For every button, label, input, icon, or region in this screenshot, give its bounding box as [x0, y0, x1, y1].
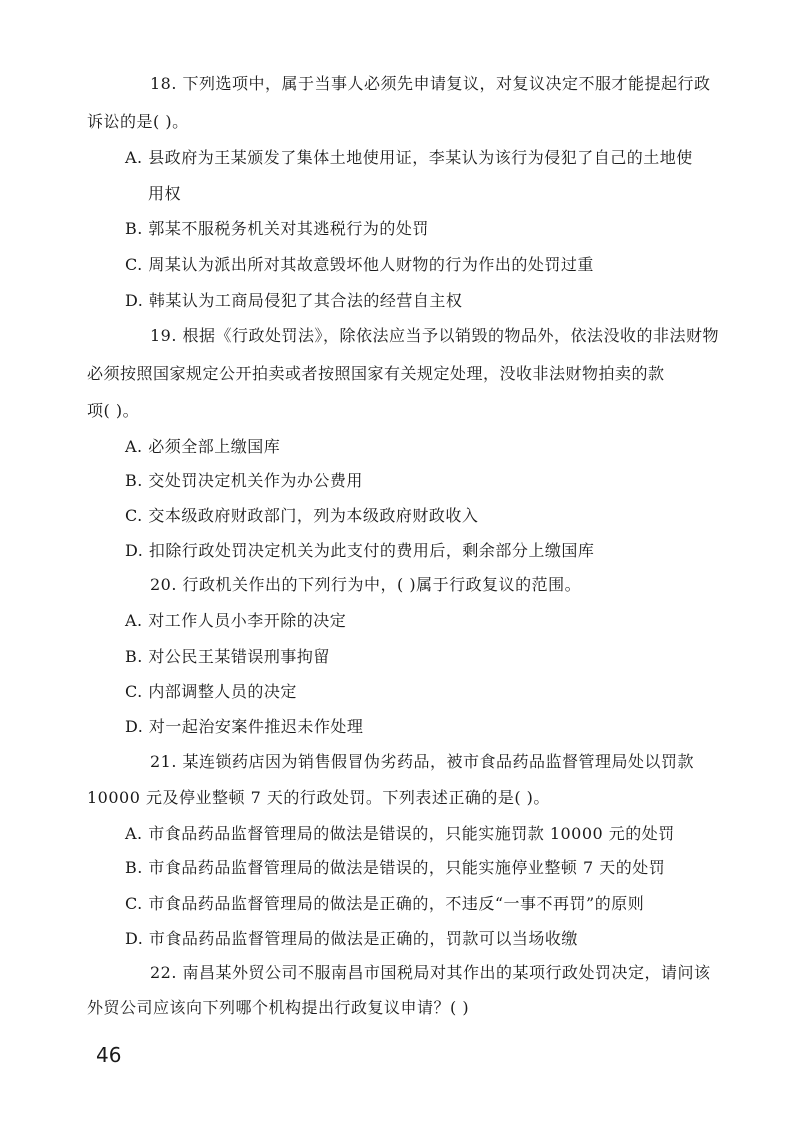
q20-option-c: C. 内部调整人员的决定 — [125, 682, 297, 701]
q18-option-c: C. 周某认为派出所对其故意毁坏他人财物的行为作出的处罚过重 — [125, 255, 594, 274]
q20-option-d: D. 对一起治安案件推迟未作处理 — [125, 717, 364, 736]
q19-stem-line1: 19. 根据《行政处罚法》，除依法应当予以销毁的物品外，依法没收的非法财物 — [150, 326, 720, 345]
q18-stem-line2: 诉讼的是( )。 — [87, 112, 189, 131]
q18-option-d: D. 韩某认为工商局侵犯了其合法的经营自主权 — [125, 291, 463, 310]
q19-option-b: B. 交处罚决定机关作为办公费用 — [125, 471, 363, 490]
q21-option-d: D. 市食品药品监督管理局的做法是正确的，罚款可以当场收缴 — [125, 929, 578, 948]
q19-option-c: C. 交本级政府财政部门，列为本级政府财政收入 — [125, 506, 479, 525]
q18-stem-line1: 18. 下列选项中，属于当事人必须先申请复议，对复议决定不服才能提起行政 — [150, 74, 711, 93]
q20-option-b: B. 对公民王某错误刑事拘留 — [125, 647, 330, 666]
q18-option-a: A. 县政府为王某颁发了集体土地使用证，李某认为该行为侵犯了自己的土地使 — [125, 148, 693, 167]
q19-stem-line2: 必须按照国家规定公开拍卖或者按照国家有关规定处理，没收非法财物拍卖的款 — [87, 364, 665, 383]
q19-stem-line3: 项( )。 — [87, 401, 140, 420]
q19-option-d: D. 扣除行政处罚决定机关为此支付的费用后，剩余部分上缴国库 — [125, 541, 595, 560]
q21-option-a: A. 市食品药品监督管理局的做法是错误的，只能实施罚款 10000 元的处罚 — [125, 824, 675, 843]
q20-option-a: A. 对工作人员小李开除的决定 — [125, 611, 347, 630]
page-number: 46 — [96, 1043, 122, 1067]
q21-option-b: B. 市食品药品监督管理局的做法是错误的，只能实施停业整顿 7 天的处罚 — [125, 858, 666, 877]
q19-option-a: A. 必须全部上缴国库 — [125, 437, 281, 456]
q22-stem-line2: 外贸公司应该向下列哪个机构提出行政复议申请？( ) — [87, 998, 470, 1017]
q21-stem-line2: 10000 元及停业整顿 7 天的行政处罚。下列表述正确的是( )。 — [87, 788, 550, 807]
q18-option-b: B. 郭某不服税务机关对其逃税行为的处罚 — [125, 219, 429, 238]
q21-option-c: C. 市食品药品监督管理局的做法是正确的，不违反“一事不再罚”的原则 — [125, 894, 645, 913]
q21-stem-line1: 21. 某连锁药店因为销售假冒伪劣药品，被市食品药品监督管理局处以罚款 — [150, 752, 695, 771]
q22-stem-line1: 22. 南昌某外贸公司不服南昌市国税局对其作出的某项行政处罚决定，请问该 — [150, 963, 711, 982]
q20-stem-line1: 20. 行政机关作出的下列行为中，( )属于行政复议的范围。 — [150, 575, 582, 594]
q18-option-a-cont: 用权 — [148, 184, 182, 203]
